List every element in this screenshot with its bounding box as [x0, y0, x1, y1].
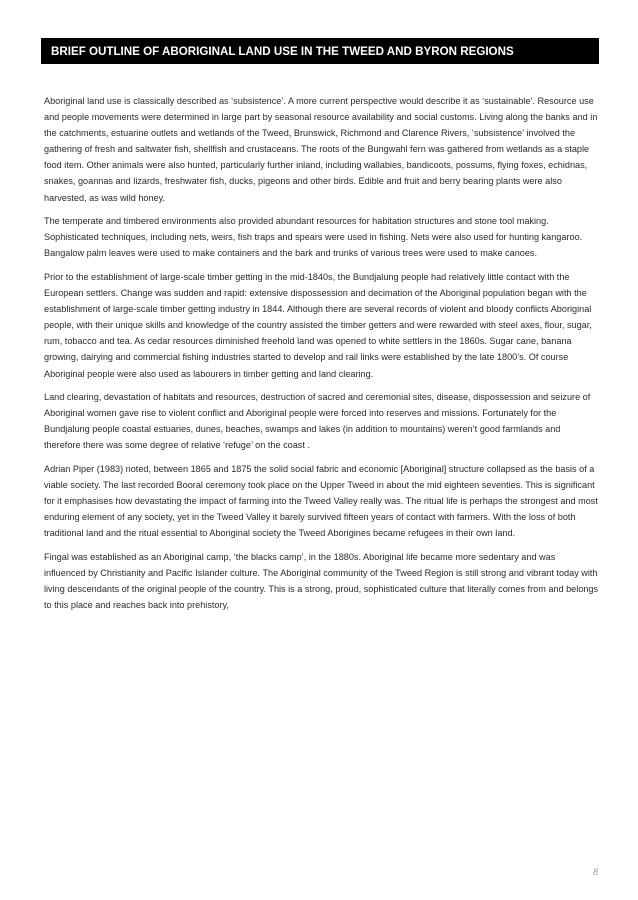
paragraph-land-clearing: Land clearing, devastation of habitats and resources, destruction of sacred and ceremonial sites, disease, dispossession and seizure of Aboriginal women gave rise to violent conflict and Aboriginal people were forced into reserves and missions. Fortunately for the Bundjalung people coastal estuaries, dunes, beaches, swamps and lakes (in addition to mountains) weren’t good farmlands and therefore there was some degree of relative ‘refuge’ on the coast . [44, 392, 591, 451]
page-number: 8 [592, 867, 598, 877]
paragraph-fingal: Fingal was established as an Aboriginal camp, ‘the blacks camp’, in the 1880s. Aboriginal life became more sedentary and was influenced by Christianity and Pacific Islander culture. The Aboriginal community of the Tweed Region is still strong and vibrant today with living descendants of the original people of the country. This is a strong, proud, sophisticated culture that literally comes from and belongs to this place and reaches back into prehistory, [44, 551, 599, 611]
paragraph-environments: The temperate and timbered environments also provided abundant resources for habitation structures and stone tool making. Sophisticated techniques, including nets, weirs, fish traps and spears were used in fishing. Nets were also used for hunting kangaroo. Bangalow palm leaves were used to make containers and the bark and trunks of various trees were used to make canoes. [44, 216, 583, 259]
title-bar [41, 38, 599, 64]
paragraph-subsistence: Aboriginal land use is classically described as ‘subsistence’. A more current perspective would describe it as ‘sustainable’. Resource use and people movements were determined in large part by seasonal resource availability and social customs. Living along the banks and in the catchments, estuarine outlets and wetlands of the Tweed, Brunswick, Richmond and Clarence Rivers, ‘subsistence’ involved the gathering of fresh and saltwater fish, shellfish and crustaceans. The roots of the Bungwahl fern was gathered from wetlands as a staple food item. Other animals were also hunted, particularly further inland, including wallabies, bandicoots, possums, flying foxes, echidnas, snakes, goannas and lizards, freshwater fish, ducks, pigeons and other birds. Edible and fruit and berry bearing plants were also harvested, as was wild honey. [44, 96, 598, 203]
paragraph-adrian-piper: Adrian Piper (1983) noted, between 1865 and 1875 the solid social fabric and economic [Aboriginal] structure collapsed as the basis of a viable society. The last recorded Booral ceremony took place on the Upper Tweed in about the mid eighteen seventies. This is significant for it emphasises how devastating the impact of farming into the Tweed Valley really was. The ritual life is perhaps the strongest and most enduring element of any society, yet in the Tweed Valley it barely survived fifteen years of contact with farmers. With the loss of both traditional land and the ritual essential to Aboriginal society the Tweed Aborigines became refugees in their own land. [44, 463, 598, 539]
document-body [44, 93, 599, 621]
paragraph-timber-getting: Prior to the establishment of large-scale timber getting in the mid-1840s, the Bundjalung people had relatively little contact with the European settlers. Change was sudden and rapid: extensive dispossession and decimation of the Aboriginal population began with the establishment of large-scale timber getting industry in 1844. Although there are several records of violent and bloody conflicts Aboriginal people, with their unique skills and knowledge of the country assisted the timber getters and were rewarded with steel axes, flour, sugar, rum, tobacco and tea. As cedar resources diminished freehold land was opened to white settlers in the 1860s. Sugar cane, banana growing, dairying and commercial fishing industries started to develop and rail links were established by the late 1800’s. Of course Aboriginal people were also used as labourers in timber getting and land clearing. [44, 271, 592, 379]
page-title: BRIEF OUTLINE OF ABORIGINAL LAND USE IN THE TWEED AND BYRON REGIONS [51, 44, 514, 58]
